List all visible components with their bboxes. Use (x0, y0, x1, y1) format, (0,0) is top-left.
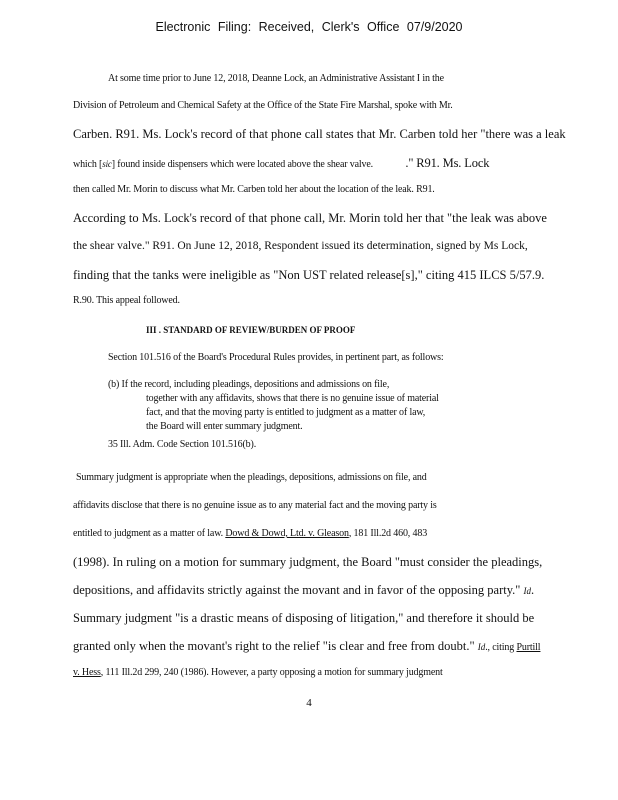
quote-line: together with any affidavits, shows that there is no genuine issue of material (146, 393, 439, 404)
case-citation: Purtill (516, 642, 541, 653)
quote-citation: 35 Ill. Adm. Code Section 101.516(b). (108, 439, 257, 450)
body-line: finding that the tanks were ineligible as "Non UST related release[s]," citing 415 ILCS 5/57.9. (73, 268, 545, 282)
body-text: ." R91. Ms. Lock (405, 156, 490, 170)
quote-line: (b) If the record, including pleadings, depositions and admissions on file, (108, 379, 390, 390)
body-line (73, 668, 443, 678)
quote-intro: Section 101.516 of the Board's Procedural Rules provides, in pertinent part, as follows: (108, 352, 444, 363)
body-text: , 181 Ill.2d 460, 483 (348, 528, 428, 539)
body-line: At some time prior to June 12, 2018, Deanne Lock, an Administrative Assistant I in the (108, 73, 444, 84)
body-text: entitled to judgment as a matter of law. (73, 528, 226, 539)
case-citation: v. Hess (73, 667, 101, 678)
body-text: ., citing (485, 642, 517, 653)
body-line: According to Ms. Lock's record of that phone call, Mr. Morin told her that "the leak was above (73, 211, 547, 225)
page-number: 4 (306, 697, 312, 709)
body-text: . (531, 583, 535, 597)
body-line: affidavits disclose that there is no genuine issue as to any material fact and the moving party is (73, 500, 437, 511)
body-text: ] found inside dispensers which were located above the shear valve. (111, 159, 374, 170)
section-heading: III . STANDARD OF REVIEW/BURDEN OF PROOF (146, 325, 356, 335)
body-line (73, 640, 540, 653)
body-line (73, 157, 489, 170)
quote-line: the Board will enter summary judgment. (146, 421, 303, 432)
id-italic: Id (477, 642, 486, 652)
body-line: then called Mr. Morin to discuss what Mr. Carben told her about the location of the leak. R91. (73, 184, 435, 195)
body-line (73, 529, 427, 539)
quote-line: fact, and that the moving party is entitled to judgment as a matter of law, (146, 407, 426, 418)
body-line: Division of Petroleum and Chemical Safety at the Office of the State Fire Marshal, spoke with Mr. (73, 100, 453, 111)
body-line: (1998). In ruling on a motion for summary judgment, the Board "must consider the pleadings, (73, 555, 543, 569)
body-line: Carben. R91. Ms. Lock's record of that phone call states that Mr. Carben told her "there was a leak (73, 127, 566, 141)
body-text: which [ (73, 159, 103, 170)
body-line: the shear valve." R91. On June 12, 2018, Respondent issued its determination, signed by Ms Lock, (73, 240, 528, 252)
body-line: R.90. This appeal followed. (73, 295, 180, 306)
body-line: Summary judgment "is a drastic means of disposing of litigation," and therefore it should be (73, 611, 535, 625)
body-text: depositions, and affidavits strictly against the movant and in favor of the opposing party." (73, 583, 524, 597)
body-text: granted only when the movant's right to the relief "is clear and free from doubt." (73, 639, 478, 653)
sic-italic: sic (102, 159, 112, 169)
body-text: , 111 Ill.2d 299, 240 (1986). However, a party opposing a motion for summary judgment (100, 667, 443, 678)
filing-header: Electronic Filing: Received, Clerk's Office 07/9/2020 (155, 20, 463, 34)
case-citation: Dowd & Dowd, Ltd. v. Gleason (225, 528, 349, 539)
body-line (73, 584, 534, 597)
id-italic: Id (523, 586, 532, 596)
body-line: Summary judgment is appropriate when the pleadings, depositions, admissions on file, and (76, 472, 427, 483)
